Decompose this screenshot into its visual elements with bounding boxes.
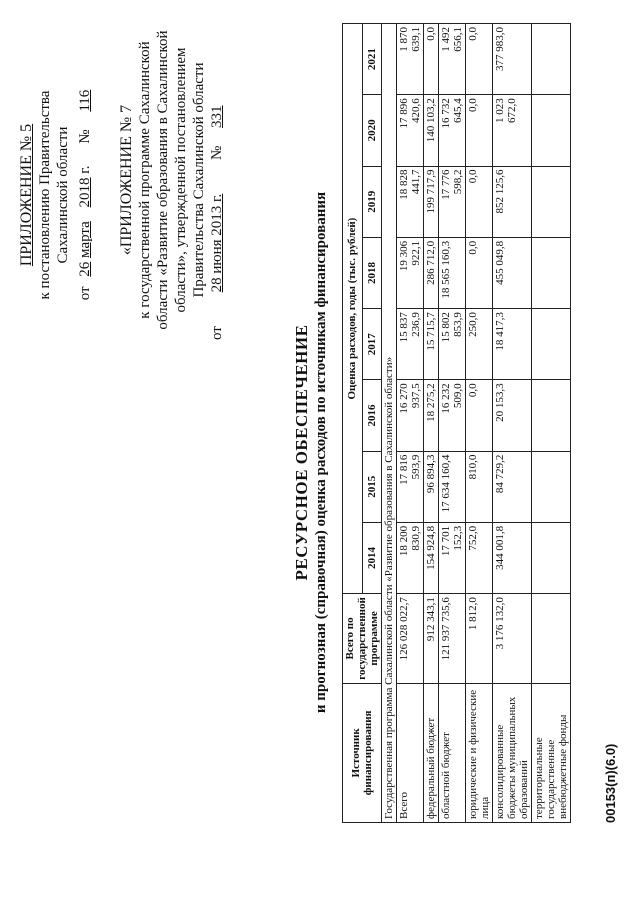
document-subtitle: и прогнозная (справочная) оценка расходов по источникам финансирования <box>313 191 329 714</box>
year-value-cell: 18 565 160,3 <box>439 237 466 308</box>
year-value-cell <box>532 380 571 451</box>
year-header: 2014 <box>362 522 382 593</box>
year-value-cell: 140 103,2 <box>424 95 439 166</box>
year-value-cell: 15 837 236,9 <box>397 309 424 380</box>
appendix5-date-line <box>76 45 94 345</box>
year-value-cell: 286 712,0 <box>424 237 439 308</box>
year-value-cell <box>532 95 571 166</box>
year-value-cell: 0,0 <box>466 380 493 451</box>
year-value-cell: 0,0 <box>424 24 439 95</box>
year-value-cell: 17 634 160,4 <box>439 451 466 522</box>
year-value-cell: 18 828 441,7 <box>397 166 424 237</box>
appendix5-header <box>18 45 94 345</box>
programme-name: Государственная программа Сахалинской области «Развитие образования в Сахалинской области» <box>382 24 397 823</box>
year-value-cell: 250,0 <box>466 309 493 380</box>
table-row <box>424 24 439 823</box>
appendix7-line3: области», утвержденной постановлением <box>173 47 189 313</box>
table-row <box>397 24 424 823</box>
appendix7-header <box>118 10 226 350</box>
table-row <box>532 24 571 823</box>
year-value-cell: 0,0 <box>466 166 493 237</box>
year-value-cell: 16 732 645,4 <box>439 95 466 166</box>
row-total: 1 812,0 <box>466 594 493 684</box>
row-label: Всего <box>397 683 424 822</box>
row-label: юридические и физические лица <box>466 683 493 822</box>
date-day: 26 <box>77 261 93 277</box>
ot-label: от <box>77 286 93 301</box>
year-value-cell: 752,0 <box>466 522 493 593</box>
table-row <box>493 24 532 823</box>
year-value-cell: 96 894,3 <box>424 451 439 522</box>
year-value-cell: 455 049,8 <box>493 237 532 308</box>
year-value-cell <box>532 309 571 380</box>
num-label: № <box>77 129 93 144</box>
year-value-cell: 19 306 922,1 <box>397 237 424 308</box>
year-value-cell: 199 717,9 <box>424 166 439 237</box>
year-value-cell <box>532 451 571 522</box>
year-value-cell: 17 816 593,9 <box>397 451 424 522</box>
row-total: 126 028 022,7 <box>397 594 424 684</box>
table-header-row <box>343 24 363 823</box>
row-label: территориальные государственные внебюджетные фонды <box>532 683 571 822</box>
date-year: 2018 <box>77 177 93 208</box>
year-header: 2016 <box>362 380 382 451</box>
ot2-date: 28 июня 2013 г. <box>209 193 225 293</box>
year-value-cell: 15 715,7 <box>424 309 439 380</box>
year-value-cell: 0,0 <box>466 95 493 166</box>
row-label: областной бюджет <box>439 683 466 822</box>
year-header: 2020 <box>362 95 382 166</box>
year-header: 2019 <box>362 166 382 237</box>
year-value-cell: 18 275,2 <box>424 380 439 451</box>
num2-label: № <box>209 145 225 161</box>
row-total: 912 343,1 <box>424 594 439 684</box>
year-value-cell <box>532 522 571 593</box>
num-value: 116 <box>77 89 93 112</box>
col-estimate-header: Оценка расходов, годы (тыс. рублей) <box>343 24 363 594</box>
year-header: 2017 <box>362 309 382 380</box>
appendix7-title: «ПРИЛОЖЕНИЕ № 7 <box>118 104 135 256</box>
appendix5-title: ПРИЛОЖЕНИЕ № 5 <box>18 123 35 267</box>
year-header: 2018 <box>362 237 382 308</box>
appendix7-line1: к государственной программе Сахалинской <box>137 41 153 319</box>
year-value-cell <box>532 237 571 308</box>
col-source-header: Источник финансирования <box>343 683 382 822</box>
year-value-cell <box>532 24 571 95</box>
year-value-cell: 15 802 853,9 <box>439 309 466 380</box>
table-body <box>382 24 571 823</box>
year-value-cell: 16 270 937,5 <box>397 380 424 451</box>
table-row <box>439 24 466 823</box>
year-value-cell: 0,0 <box>466 237 493 308</box>
year-value-cell: 0,0 <box>466 24 493 95</box>
year-value-cell: 16 232 509,0 <box>439 380 466 451</box>
year-value-cell <box>532 166 571 237</box>
row-total: 121 937 735,6 <box>439 594 466 684</box>
col-total-header: Всего по государственной программе <box>343 594 382 684</box>
year-value-cell: 154 924,8 <box>424 522 439 593</box>
table-row <box>466 24 493 823</box>
year-value-cell: 20 153,3 <box>493 380 532 451</box>
document-title: РЕСУРСНОЕ ОБЕСПЕЧЕНИЕ <box>292 324 311 581</box>
year-value-cell: 1 492 656,1 <box>439 24 466 95</box>
year-value-cell: 17 896 420,6 <box>397 95 424 166</box>
date-month: марта <box>77 221 93 258</box>
year-value-cell: 84 729,2 <box>493 451 532 522</box>
year-value-cell: 344 001,8 <box>493 522 532 593</box>
year-value-cell: 377 983,0 <box>493 24 532 95</box>
num2-value: 331 <box>209 105 225 128</box>
year-value-cell: 810,0 <box>466 451 493 522</box>
row-total: 3 176 132,0 <box>493 594 532 684</box>
appendix7-date-line <box>208 10 226 350</box>
year-value-cell: 17 701 152,3 <box>439 522 466 593</box>
row-total <box>532 594 571 684</box>
programme-row <box>382 24 397 823</box>
row-label: консолидированные бюджеты муниципальных образований <box>493 683 532 822</box>
year-value-cell: 18 200 830,9 <box>397 522 424 593</box>
year-value-cell: 18 417,3 <box>493 309 532 380</box>
year-value-cell: 1 870 639,1 <box>397 24 424 95</box>
ot2-label: от <box>209 326 225 340</box>
year-value-cell: 1 023 672,0 <box>493 95 532 166</box>
appendix5-line2: Сахалинской области <box>55 126 71 264</box>
year-header: 2015 <box>362 451 382 522</box>
document-code: 00153(п)(6.0) <box>603 743 618 823</box>
appendix5-line1: к постановлению Правительства <box>37 90 53 300</box>
g-label: г. <box>77 165 93 174</box>
year-header: 2021 <box>362 24 382 95</box>
appendix7-line4: Правительства Сахалинской области <box>191 62 207 298</box>
appendix7-line2: области «Развитие образования в Сахалинской <box>155 30 171 330</box>
year-value-cell: 17 776 598,2 <box>439 166 466 237</box>
year-value-cell: 852 125,6 <box>493 166 532 237</box>
funding-table <box>342 23 571 823</box>
row-label: федеральный бюджет <box>424 683 439 822</box>
